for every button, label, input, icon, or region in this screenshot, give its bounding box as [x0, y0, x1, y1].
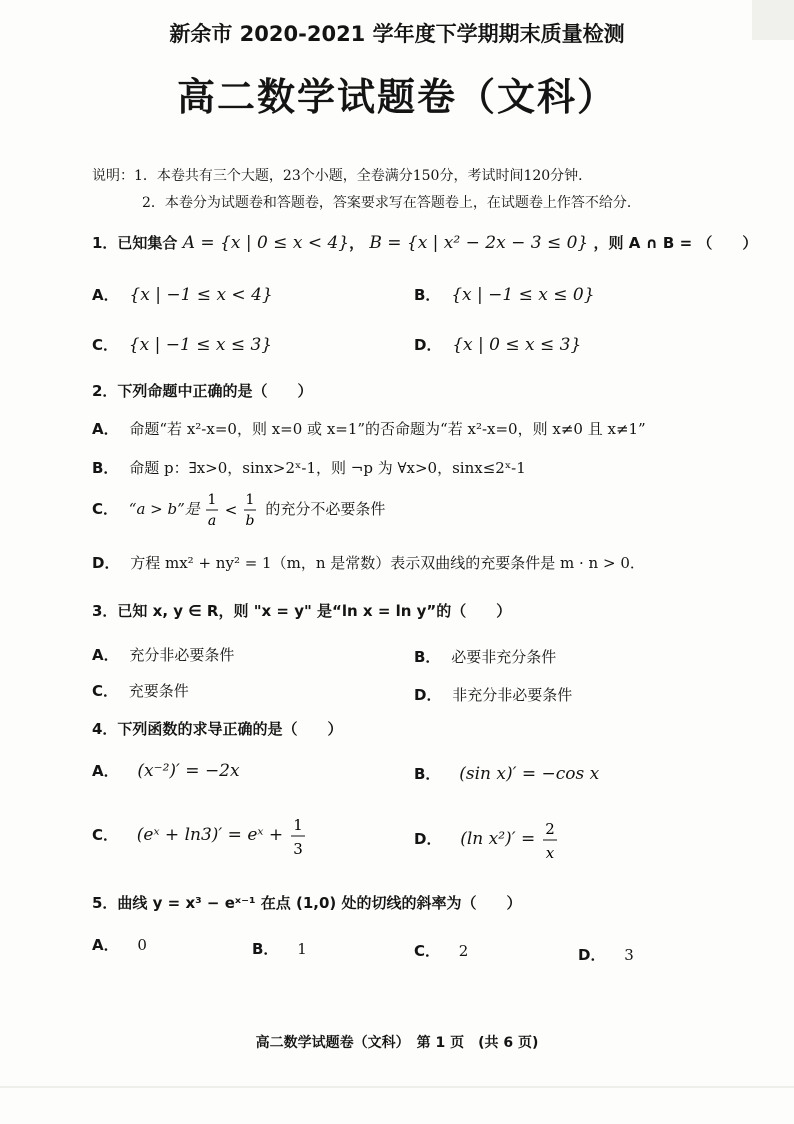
- fraction-two-over-x: [540, 816, 560, 864]
- option-label: B．: [252, 940, 279, 958]
- option-text: {x | 0 ≤ x ≤ 3}: [452, 335, 582, 355]
- option-label: A．: [92, 762, 119, 780]
- option-text: (eˣ + ln3)′ = eˣ +: [136, 825, 284, 845]
- question-1-ask: ，则 A ∩ B = （ ）: [593, 234, 758, 252]
- fraction-numerator: 1: [245, 492, 255, 508]
- option-label: B．: [414, 648, 441, 666]
- question-2-option-a: [92, 418, 646, 439]
- exam-title: 高二数学试题卷（文科）: [176, 75, 617, 119]
- option-text-pre: “a > b”是: [128, 500, 200, 518]
- option-text: 命题“若 x²-x=0，则 x=0 或 x=1”的否命题为“若 x²-x=0，则 x≠0 且 x≠1”: [129, 420, 646, 438]
- option-label: B．: [414, 765, 441, 783]
- option-text: 充分非必要条件: [129, 646, 235, 664]
- option-text: 充要条件: [128, 682, 189, 700]
- option-text: (ln x²)′ =: [460, 829, 536, 849]
- question-4-stem: 4．下列函数的求导正确的是（ ）: [92, 720, 343, 738]
- option-text: {x | −1 ≤ x ≤ 3}: [128, 335, 273, 355]
- question-3-option-a: [92, 644, 234, 665]
- question-1-stem: 1．已知集合 A = {x | 0 ≤ x < 4}， B = {x | x² − 2x − 3 ≤ 0} ，则 A ∩ B = （ ）: [92, 233, 758, 253]
- option-text: 方程 mx² + ny² = 1（m，n 是常数）表示双曲线的充要条件是 m · n > 0．: [130, 554, 645, 572]
- option-text: 必要非充分条件: [451, 648, 557, 666]
- question-4-option-b: [414, 763, 599, 784]
- option-label: C．: [92, 682, 119, 700]
- note-line-1: 说明：1．本卷共有三个大题，23个小题，全卷满分150分，考试时间120分钟．: [92, 168, 593, 184]
- option-label: C．: [92, 826, 119, 844]
- fraction-denominator: 3: [293, 840, 303, 858]
- option-text: 2: [458, 942, 469, 960]
- page-footer: 高二数学试题卷（文科） 第 1 页 (共 6 页): [255, 1035, 539, 1051]
- question-5-option-b: [252, 938, 307, 959]
- question-2-option-d: [92, 552, 645, 573]
- less-than-sign: <: [224, 501, 237, 519]
- fraction-inequality: [205, 490, 261, 530]
- fraction-denominator: b: [245, 513, 255, 529]
- option-label: C．: [92, 336, 119, 354]
- question-3-stem: 3．已知 x, y ∈ R，则 "x = y" 是“ln x = ln y”的（ ）: [92, 602, 512, 620]
- option-label: A．: [92, 286, 119, 304]
- exam-subtitle: 新余市 2020-2021 学年度下学期期末质量检测: [169, 22, 625, 46]
- question-1-option-b: [414, 284, 595, 305]
- option-label: C．: [414, 942, 441, 960]
- option-label: B．: [414, 286, 441, 304]
- option-label: D．: [414, 686, 442, 704]
- option-label: B．: [92, 459, 119, 477]
- fraction-denominator: a: [207, 513, 216, 529]
- question-5-option-a: [92, 934, 147, 955]
- question-3-option-b: [414, 646, 556, 667]
- option-text: (sin x)′ = −cos x: [459, 764, 600, 784]
- question-1-option-c: [92, 334, 272, 355]
- option-text: 1: [297, 940, 307, 958]
- option-text: 3: [624, 946, 634, 964]
- option-text: {x | −1 ≤ x < 4}: [129, 285, 273, 305]
- note-line-2: 2．本卷分为试题卷和答题卷，答案要求写在答题卷上，在试题卷上作答不给分．: [142, 195, 641, 211]
- option-text: (x⁻²)′ = −2x: [137, 761, 240, 781]
- question-1-option-a: [92, 284, 273, 305]
- question-2-option-c: [92, 490, 385, 530]
- question-2-option-b: [92, 457, 526, 478]
- option-label: C．: [92, 500, 119, 518]
- option-text: 0: [137, 936, 147, 954]
- fraction-numerator: 1: [207, 492, 217, 508]
- set-b: B = {x | x² − 2x − 3 ≤ 0}: [369, 233, 589, 253]
- option-text: 非充分非必要条件: [452, 686, 573, 704]
- fraction-numerator: 2: [545, 820, 555, 838]
- option-label: A．: [92, 420, 119, 438]
- option-text: 命题 p：∃x>0，sinx>2ˣ-1，则 ¬p 为 ∀x>0，sinx≤2ˣ-1: [129, 459, 526, 477]
- question-1-number: 1．已知集合: [92, 234, 178, 252]
- option-text: {x | −1 ≤ x ≤ 0}: [451, 285, 595, 305]
- option-label: D．: [414, 336, 442, 354]
- option-label: D．: [92, 554, 120, 572]
- option-label: D．: [414, 830, 442, 848]
- question-4-option-d: [414, 816, 560, 864]
- question-2-stem: 2．下列命题中正确的是（ ）: [92, 382, 313, 400]
- question-5-option-d: [578, 944, 634, 965]
- scan-artifact: [0, 1086, 794, 1088]
- question-5-option-c: [414, 940, 468, 961]
- question-3-option-d: [414, 684, 572, 705]
- fraction-numerator: 1: [293, 816, 303, 834]
- option-label: A．: [92, 646, 119, 664]
- set-a: A = {x | 0 ≤ x < 4}: [182, 233, 350, 253]
- option-label: D．: [578, 946, 606, 964]
- question-4-option-a: [92, 760, 240, 781]
- fraction-one-third: [288, 812, 308, 860]
- question-5-stem: 5．曲线 y = x³ − eˣ⁻¹ 在点 (1,0) 处的切线的斜率为（ ）: [92, 894, 522, 912]
- question-3-option-c: [92, 680, 189, 701]
- option-text-post: 的充分不必要条件: [265, 500, 386, 518]
- question-1-option-d: [414, 334, 581, 355]
- fraction-denominator: x: [545, 844, 555, 862]
- question-4-option-c: [92, 812, 308, 860]
- option-label: A．: [92, 936, 119, 954]
